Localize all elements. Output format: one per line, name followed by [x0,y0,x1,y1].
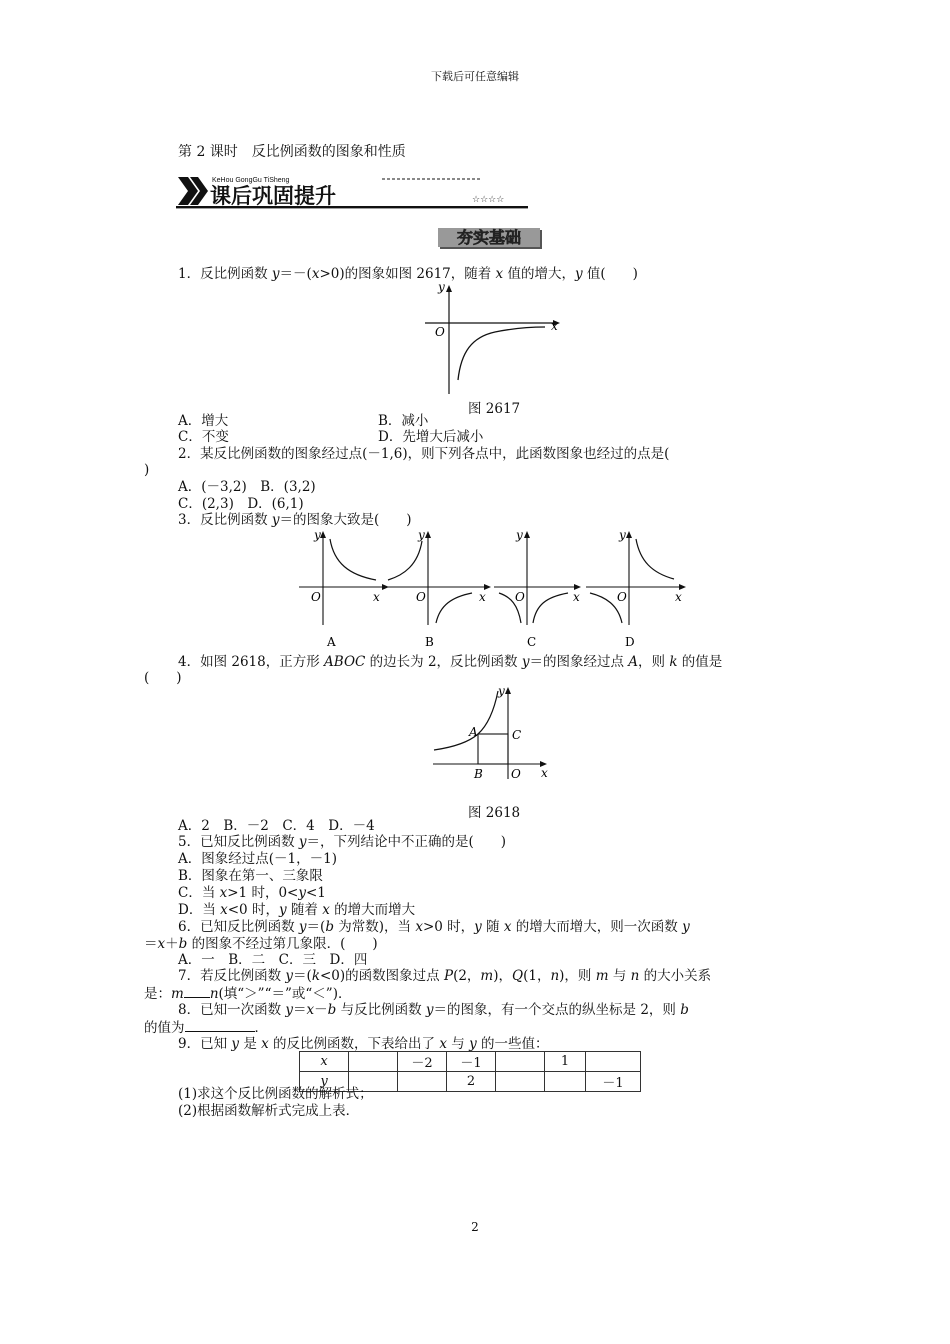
svg-text:x: x [675,590,682,604]
section-banner [176,174,528,216]
q2-options-cd: C．(2,3) D．(6,1) [178,496,304,512]
q2-stem: 2．某反比例函数的图象经过点(－1,6)，则下列各点中，此函数图象也经过的点是( [178,446,670,462]
q1-option-b: B．减小 [378,413,429,429]
svg-text:y: y [516,528,523,542]
q6-options: A．一 B．二 C．三 D．四 [178,952,368,968]
graph-b-label: B [425,635,434,649]
q1-option-a: A．增大 [178,413,229,429]
q3-stem: 3．反比例函数 y＝的图象大致是( ) [178,512,412,528]
svg-text:x: x [573,590,580,604]
lesson-title: 第 2 课时 反比例函数的图象和性质 [178,144,406,160]
svg-text:C: C [512,728,522,742]
banner-stars: ☆☆☆☆ [472,195,505,205]
figure-2618-caption: 图 2618 [468,805,521,821]
graph-d-label: D [625,635,635,649]
y-axis-label: y [438,282,445,294]
q3-graphs [294,525,694,654]
q6-line2: ＝x＋b 的图象不经过第几象限．( ) [144,936,378,952]
x-axis-label: x [551,319,558,333]
page-number: 2 [471,1220,479,1234]
table-cell: x [300,1052,349,1072]
svg-text:x: x [479,590,486,604]
q4-paren: ( ) [144,670,182,686]
q8-answer-blank[interactable] [185,1019,255,1032]
q1-stem: 1．反比例函数 y＝－(x>0)的图象如图 2617，随着 x 值的增大，y 值( ) [178,266,638,282]
svg-text:O: O [515,590,525,604]
figure-2617-caption: 图 2617 [468,401,521,417]
q2-paren-end: ) [144,462,150,478]
svg-text:y: y [314,528,321,542]
q7-answer-blank[interactable] [184,985,210,998]
table-cell [586,1052,641,1072]
q1-option-c: C．不变 [178,429,229,445]
section-heading [438,227,544,255]
hyperbola-curve [458,327,545,380]
figure-2617 [420,282,570,401]
hyperbola-curve [434,691,498,750]
graph-d [586,528,686,649]
figure-2618 [430,683,555,787]
svg-text:B: B [474,767,483,781]
q9-part1: (1)求这个反比例函数的解析式； [178,1086,373,1102]
q8-line1: 8．已知一次函数 y＝x－b 与反比例函数 y＝的图象，有一个交点的纵坐标是 2，则 b [178,1002,689,1018]
origin-label: O [435,325,445,339]
table-row-x [300,1052,641,1072]
q8-line2: 的值为 ． [144,1020,268,1036]
section-title: 夯实基础 [456,228,522,247]
q5-option-d: D．当 x<0 时，y 随着 x 的增大而增大 [178,902,416,918]
table-cell [349,1052,398,1072]
q7-line2: 是：m n(填“＞”“＝”或“＜”)． [144,986,352,1002]
q6-line1: 6．已知反比例函数 y＝(b 为常数)，当 x>0 时，y 随 x 的增大而增大，则一次函数 y [178,919,690,935]
q5-stem: 5．已知反比例函数 y＝，下列结论中不正确的是( ) [178,834,507,850]
table-cell: －1 [586,1072,641,1092]
svg-text:y: y [418,528,425,542]
svg-text:x: x [373,590,380,604]
table-cell [496,1072,545,1092]
graph-c [494,528,581,649]
graph-a [299,528,389,649]
banner-pinyin: KeHou GongGu TiSheng [212,177,290,184]
banner-graphic [176,174,528,212]
q2-options-ab: A．(－3,2) B．(3,2) [178,479,316,495]
table-cell: －1 [447,1052,496,1072]
table-cell: y [300,1072,349,1092]
square-abco [478,734,508,764]
svg-text:A: A [469,725,478,739]
svg-text:y: y [498,684,505,698]
graph-a-label: A [327,635,336,649]
q4-options: A．2 B．－2 C．4 D．－4 [178,818,375,834]
svg-text:O: O [511,767,521,781]
graph-c-label: C [527,635,537,649]
q9-stem: 9．已知 y 是 x 的反比例函数，下表给出了 x 与 y 的一些值： [178,1036,549,1052]
svg-text:O: O [311,590,321,604]
table-cell: 1 [545,1052,586,1072]
table-cell [545,1072,586,1092]
table-cell: －2 [398,1052,447,1072]
table-cell [398,1072,447,1092]
q5-option-b: B．图象在第一、三象限 [178,868,323,884]
svg-text:y: y [619,528,626,542]
banner-title: 课后巩固提升 [210,184,336,208]
q5-option-a: A．图象经过点(－1，－1) [178,851,337,867]
table-cell [496,1052,545,1072]
table-cell: 2 [447,1072,496,1092]
svg-text:O: O [416,590,426,604]
svg-text:O: O [617,590,627,604]
q4-stem: 4．如图 2618，正方形 ABOC 的边长为 2，反比例函数 y＝的图象经过点 A，则 k 的值是 [178,654,723,670]
header-note: 下载后可任意编辑 [431,70,519,83]
q9-part2: (2)根据函数解析式完成上表． [178,1103,360,1119]
q7-line1: 7．若反比例函数 y＝(k<0)的函数图象过点 P(2，m)，Q(1，n)，则 m 与 n 的大小关系 [178,968,712,984]
graph-b [386,528,491,649]
q1-option-d: D．先增大后减小 [378,429,484,445]
svg-text:x: x [541,766,548,780]
q5-option-c: C．当 x>1 时，0<y<1 [178,885,326,901]
